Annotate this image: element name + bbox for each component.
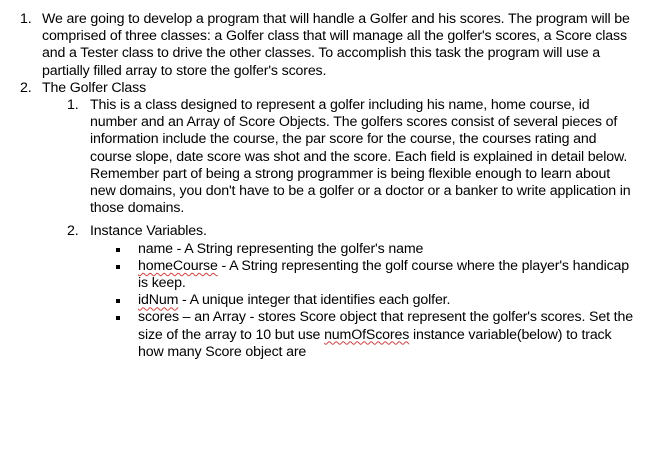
bullet-text: - A String representing the golf course where the player's handicap is keep. bbox=[138, 257, 630, 292]
instance-variable-list bbox=[0, 241, 647, 361]
sub-item-text: This is a class designed to represent a golfer including his name, home course, id number and an Array of Score Objects. The golfers scores consist of several pieces of information include the course, the par score for the course, the courses rating and course slope, date score was shot and the score. Each field is explained in detail below. Remember part of being a strong programmer is being flexible enough to learn about new domains, you don't have to be a golfer or a doctor or a banker to write application in those domains. bbox=[90, 97, 631, 217]
bullet-marker-icon bbox=[116, 248, 120, 252]
bullet-marker-icon bbox=[116, 316, 120, 320]
list-item-1 bbox=[0, 11, 647, 80]
list-item-2 bbox=[0, 80, 647, 97]
bullet-item-idnum bbox=[0, 292, 647, 309]
bullet-item-homecourse bbox=[0, 258, 647, 292]
list-number: 1. bbox=[20, 11, 32, 27]
bullet-item-scores bbox=[0, 309, 647, 361]
spellcheck-term: idNum bbox=[138, 292, 179, 309]
sub-item-1 bbox=[0, 97, 647, 217]
list-number: 2. bbox=[20, 79, 32, 96]
bullet-marker-icon bbox=[116, 299, 120, 303]
bullet-text: - A unique integer that identifies each golfer. bbox=[178, 292, 451, 309]
section-heading: The Golfer Class bbox=[42, 79, 147, 96]
bullet-item-name bbox=[0, 241, 647, 258]
bullet-marker-icon bbox=[116, 265, 120, 269]
sub-item-heading: Instance Variables. bbox=[90, 223, 207, 240]
sub-list-number: 2. bbox=[67, 223, 79, 240]
sub-item-2 bbox=[0, 223, 647, 240]
sub-list-number: 1. bbox=[67, 97, 79, 114]
spellcheck-term: numOfScores bbox=[324, 326, 410, 343]
bullet-text: instance variable(below) to track how many Score object are bbox=[138, 326, 612, 360]
bullet-text: scores – an Array - stores Score object that represent the golfer's scores. Set the size of the array to 10 but use bbox=[138, 309, 633, 343]
bullet-text: name - A String representing the golfer's name bbox=[138, 240, 424, 257]
spellcheck-term: homeCourse bbox=[138, 257, 218, 274]
list-item-text: We are going to develop a program that will handle a Golfer and his scores. The program will be comprised of three classes: a Golfer class that will manage all the golfer's scores, a Score class and a Tester class to drive the other classes. To accomplish this task the program will use a partially filled array to store the golfer's scores. bbox=[42, 11, 630, 79]
